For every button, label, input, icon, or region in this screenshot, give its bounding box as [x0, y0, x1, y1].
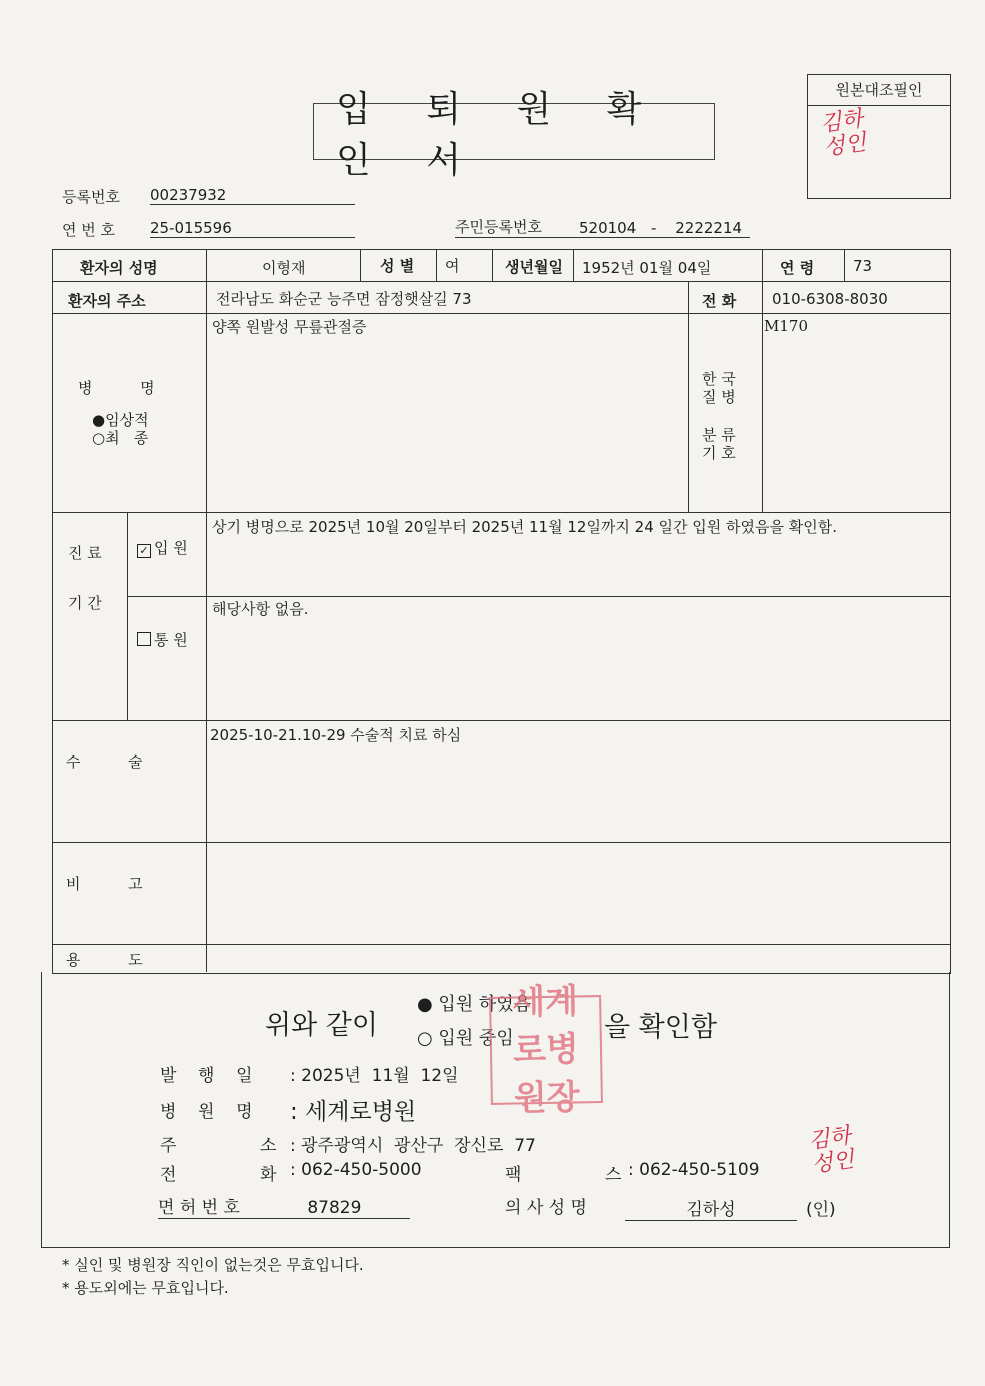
- rule: [206, 250, 207, 972]
- issue-date: : 2025년 11월 12일: [290, 1066, 459, 1086]
- hospital-tel: : 062-450-5000: [290, 1160, 422, 1180]
- rule: [573, 250, 574, 281]
- age-label: 연 령: [780, 259, 815, 277]
- hospital-fax-label-2: 스: [605, 1165, 622, 1185]
- inpatient-text: 상기 병명으로 2025년 10월 20일부터 2025년 11월 12일까지 24 일간 입원 하였음을 확인함.: [212, 518, 837, 536]
- birth-label: 생년월일: [505, 258, 563, 276]
- patient-name: 이형재: [262, 259, 306, 277]
- rule: [127, 513, 128, 720]
- document-title: 입 퇴 원 확 인 서: [313, 103, 715, 160]
- main-table: [52, 249, 951, 974]
- rrn-label: 주민등록번호: [455, 216, 563, 238]
- rule: [53, 842, 950, 843]
- license-no: 87829: [307, 1198, 362, 1218]
- doctor-name: 김하성: [625, 1195, 797, 1221]
- rule: [844, 250, 845, 281]
- license-label: 면 허 번 호: [158, 1198, 240, 1218]
- rule: [688, 282, 689, 512]
- hospital-address: : 광주광역시 광산구 장신로 77: [290, 1136, 536, 1156]
- surgery-text: 2025-10-21.10-29 수술적 치료 하심: [210, 726, 462, 744]
- outpatient-label: 통 원: [154, 631, 188, 649]
- rrn-dash: -: [651, 219, 657, 237]
- rule: [127, 596, 950, 597]
- birth-value: 1952년 01월 04일: [582, 259, 712, 277]
- rule: [53, 944, 950, 945]
- kcd-label-4: 기 호: [702, 444, 736, 462]
- diagnosis-option-clinical: ●임상적: [92, 411, 149, 429]
- outpatient-option: [137, 629, 188, 650]
- age-value: 73: [853, 257, 873, 275]
- rule: [360, 250, 361, 281]
- hospital-address-label-1: 주: [160, 1136, 177, 1156]
- rule: [53, 720, 950, 721]
- sex-label: 성 별: [380, 257, 415, 275]
- remarks-label: 비 고: [66, 875, 143, 893]
- inpatient-option: [137, 537, 188, 558]
- hospital-tel-label-2: 화: [260, 1165, 277, 1185]
- address-label: 환자의 주소: [68, 292, 146, 310]
- verification-box: [807, 74, 951, 199]
- license-row: [158, 1193, 410, 1219]
- rule: [53, 512, 950, 513]
- sex-value: 여: [445, 257, 460, 275]
- hospital-address-label-2: 소: [260, 1136, 277, 1156]
- hospital-name: : 세계로병원: [290, 1099, 417, 1125]
- kcd-code: M170: [764, 317, 808, 335]
- note-1: * 실인 및 병원장 직인이 없는것은 무효입니다.: [62, 1256, 364, 1274]
- rule: [762, 250, 763, 281]
- purpose-label: 용 도: [66, 951, 143, 969]
- rule: [436, 250, 437, 281]
- phone-value: 010-6308-8030: [772, 290, 888, 308]
- inpatient-checkbox: ✓: [137, 544, 151, 558]
- hospital-seal: 세계로병원장: [489, 995, 603, 1105]
- treatment-label-2: 기 간: [68, 594, 102, 612]
- hospital-fax: : 062-450-5109: [628, 1160, 760, 1180]
- issue-date-label: 발 행 일: [160, 1066, 253, 1086]
- hospital-tel-label-1: 전: [160, 1165, 177, 1185]
- rule: [762, 282, 763, 512]
- kcd-label-3: 분 류: [702, 426, 736, 444]
- outpatient-text: 해당사항 없음.: [212, 600, 309, 618]
- hospital-fax-label-1: 팩: [505, 1165, 522, 1185]
- kcd-label-2: 질 병: [702, 388, 736, 406]
- rrn-value: [563, 219, 750, 238]
- diagnosis-option-final: ○최 종: [92, 429, 149, 447]
- outpatient-checkbox: [137, 632, 151, 646]
- address-value: 전라남도 화순군 능주면 잠정햇살길 73: [216, 290, 472, 308]
- note-2: * 용도외에는 무효입니다.: [62, 1279, 229, 1297]
- patient-name-label: 환자의 성명: [80, 259, 158, 277]
- rrn-back: 2222214: [675, 219, 743, 237]
- verification-signature: 김하성인: [818, 106, 868, 161]
- doctor-label: 의 사 성 명: [505, 1198, 587, 1218]
- rule: [53, 313, 950, 314]
- serial-label: 연 번 호: [62, 221, 116, 239]
- doctor-seal-mark: (인): [806, 1200, 836, 1220]
- treatment-label-1: 진 료: [68, 544, 102, 562]
- reg-no-value: 00237932: [150, 186, 355, 205]
- confirm-tail: 을 확인함: [604, 1012, 717, 1043]
- verification-box-label: 원본대조필인: [808, 75, 950, 106]
- reg-no-label: 등록번호: [62, 188, 120, 206]
- rule: [53, 281, 950, 282]
- rule: [492, 250, 493, 281]
- diagnosis-label: 병 명: [78, 379, 155, 397]
- kcd-label-1: 한 국: [702, 370, 736, 388]
- serial-value: 25-015596: [150, 219, 355, 238]
- hospital-name-label: 병 원 명: [160, 1102, 253, 1122]
- phone-label: 전 화: [702, 292, 737, 310]
- doctor-signature-stamp: 김하성인: [806, 1123, 856, 1178]
- surgery-label: 수 술: [66, 753, 143, 771]
- confirm-lead: 위와 같이: [265, 1010, 378, 1041]
- confirm-option-admitted: ● 입원 하였음: [417, 994, 532, 1015]
- confirm-option-inpatient: ○ 입원 중임: [417, 1028, 514, 1049]
- inpatient-label: 입 원: [154, 539, 188, 557]
- diagnosis-text: 양쪽 원발성 무릎관절증: [212, 318, 367, 336]
- rrn-front: 520104: [579, 219, 637, 237]
